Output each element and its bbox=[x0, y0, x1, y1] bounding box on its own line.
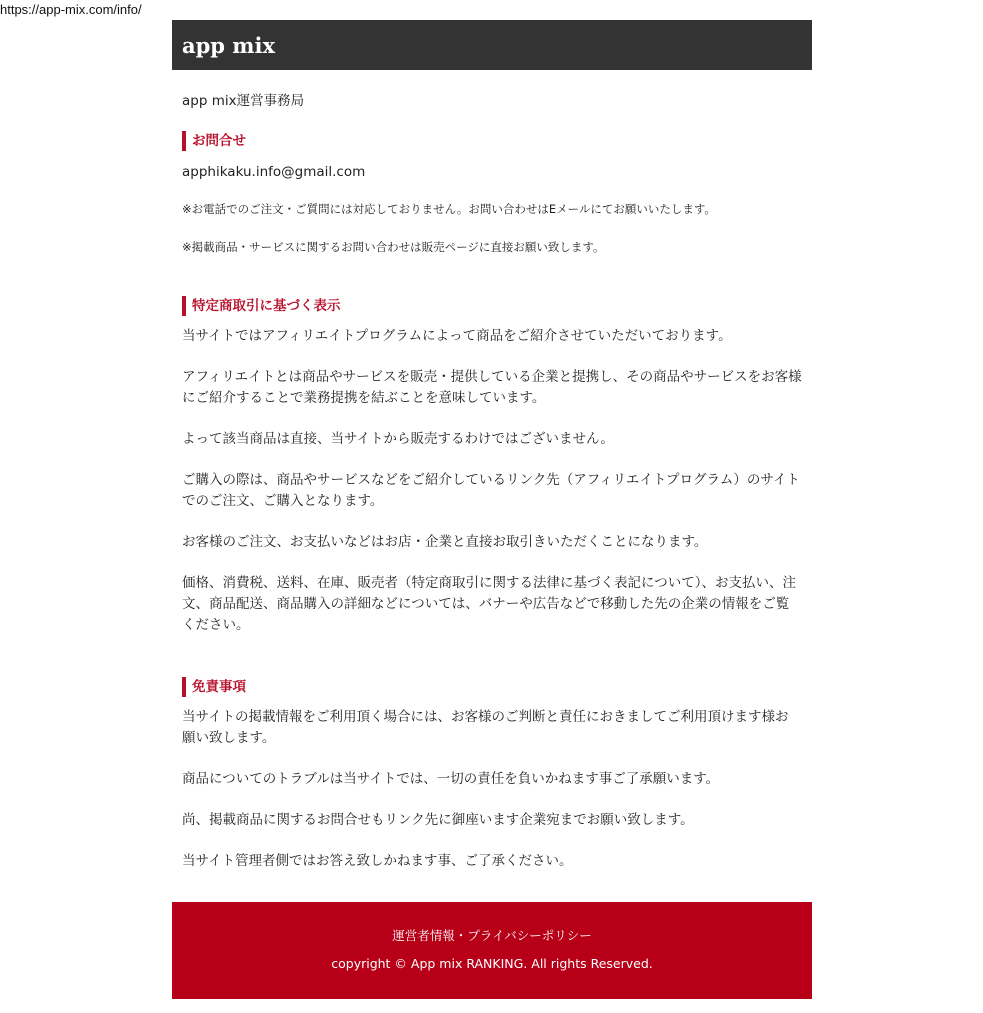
law-heading: 特定商取引に基づく表示 bbox=[182, 296, 802, 316]
browser-url: https://app-mix.com/info/ bbox=[0, 2, 142, 17]
privacy-policy-link[interactable]: プライバシーポリシー bbox=[467, 928, 592, 943]
disclaimer-section bbox=[182, 707, 802, 872]
site-header bbox=[172, 20, 812, 70]
law-paragraph: アフィリエイトとは商品やサービスを販売・提供している企業と提携し、その商品やサービスをお客様にご紹介することで業務提携を結ぶことを意味しています。 bbox=[182, 369, 802, 406]
law-section bbox=[182, 326, 802, 636]
disclaimer-paragraph: 当サイトの掲載情報をご利用頂く場合には、お客様のご判断と責任におきましてご利用頂けます様お願い致します。 bbox=[182, 709, 789, 746]
contact-note: ※掲載商品・サービスに関するお問い合わせは販売ページに直接お願い致します。 bbox=[182, 240, 605, 254]
disclaimer-paragraph: 当サイト管理者側ではお答え致しかねます事、ご了承ください。 bbox=[182, 853, 573, 869]
disclaimer-paragraph: 尚、掲載商品に関するお問合せもリンク先に御座います企業宛までお願い致します。 bbox=[182, 812, 694, 828]
footer-links bbox=[172, 902, 812, 946]
law-paragraph: ご購入の際は、商品やサービスなどをご紹介しているリンク先（アフィリエイトプログラム）のサイトでのご注文、ご購入となります。 bbox=[182, 472, 800, 509]
contact-heading: お問合せ bbox=[182, 131, 802, 151]
disclaimer-heading: 免責事項 bbox=[182, 677, 802, 697]
organization-name: app mix運営事務局 bbox=[182, 93, 305, 109]
law-paragraph: 当サイトではアフィリエイトプログラムによって商品をご紹介させていただいております。 bbox=[182, 328, 732, 344]
copyright: copyright © App mix RANKING. All rights Reserved. bbox=[331, 956, 653, 971]
law-paragraph: よって該当商品は直接、当サイトから販売するわけではございません。 bbox=[182, 431, 614, 447]
site-logo[interactable]: app mix bbox=[182, 32, 276, 58]
site-footer bbox=[172, 902, 812, 999]
main-content bbox=[172, 91, 812, 872]
operator-info-link[interactable]: 運営者情報 bbox=[392, 928, 455, 943]
footer-separator: ・ bbox=[454, 928, 468, 943]
law-paragraph: 価格、消費税、送料、在庫、販売者（特定商取引に関する法律に基づく表記について）、お支払い、注文、商品配送、商品購入の詳細などについては、バナーや広告などで移動した先の企業の情報をご覧ください。 bbox=[182, 575, 796, 633]
disclaimer-paragraph: 商品についてのトラブルは当サイトでは、一切の責任を負いかねます事ご了承願います。 bbox=[182, 771, 720, 787]
law-paragraph: お客様のご注文、お支払いなどはお店・企業と直接お取引きいただくことになります。 bbox=[182, 534, 708, 550]
contact-email: apphikaku.info@gmail.com bbox=[182, 164, 366, 180]
contact-note: ※お電話でのご注文・ご質問には対応しておりません。お問い合わせはEメールにてお願いいたします。 bbox=[182, 202, 716, 216]
page bbox=[172, 20, 812, 999]
